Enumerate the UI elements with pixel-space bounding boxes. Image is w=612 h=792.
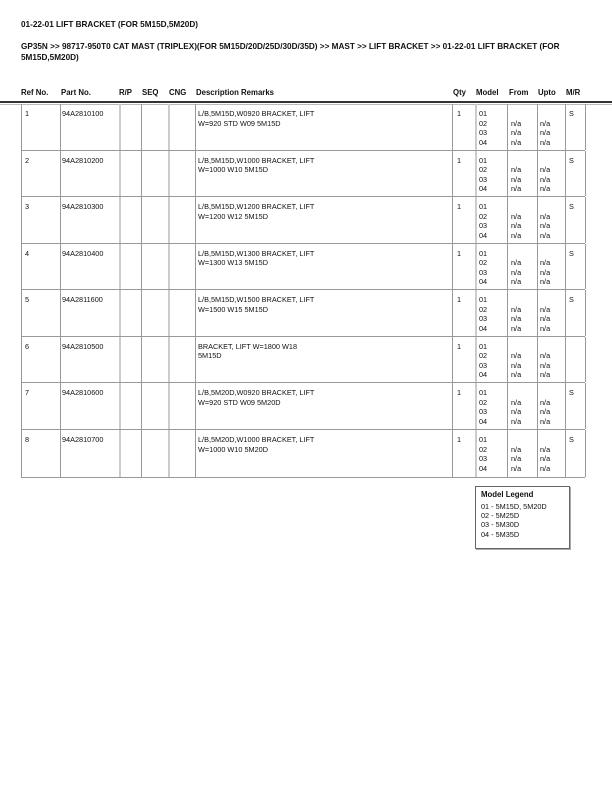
description — [198, 342, 297, 361]
part-no: 94A2810500 — [62, 341, 104, 351]
description — [198, 295, 314, 314]
model-list — [479, 295, 487, 333]
model-legend — [475, 486, 570, 549]
model-value: 02 — [479, 397, 488, 407]
upto-value: n/a — [540, 360, 551, 370]
legend-item: 04 - 5M35D — [481, 529, 520, 539]
from-value: n/a — [511, 165, 522, 175]
column-divider — [537, 337, 538, 383]
table-row — [21, 383, 585, 430]
table-row — [21, 104, 585, 151]
column-divider — [168, 337, 170, 383]
table-row — [21, 197, 585, 244]
model-value: 01 — [479, 202, 488, 211]
column-divider — [119, 290, 121, 336]
column-divider — [452, 337, 453, 383]
upto-list — [540, 342, 550, 380]
model-value: 03 — [479, 314, 488, 324]
model-list — [479, 435, 487, 473]
model-value: 01 — [479, 435, 488, 444]
from-value: n/a — [511, 314, 522, 324]
upto-value: n/a — [540, 323, 551, 333]
column-divider — [195, 430, 196, 477]
from-value: n/a — [511, 323, 522, 333]
legend-item: 02 - 5M25D — [481, 511, 520, 521]
model-value: 01 — [479, 341, 488, 351]
model-value: 01 — [479, 155, 488, 165]
column-divider — [21, 197, 22, 243]
from-value: n/a — [511, 128, 522, 138]
column-divider — [585, 383, 586, 429]
column-divider — [565, 104, 566, 150]
from-value: n/a — [511, 184, 522, 194]
column-divider — [565, 244, 566, 290]
upto-value — [540, 202, 550, 212]
column-divider — [452, 244, 453, 290]
column-divider — [507, 151, 508, 197]
description-line: L/B,5M15D,W1500 BRACKET, LIFT — [198, 295, 315, 304]
model-value: 04 — [479, 323, 488, 333]
model-value: 03 — [479, 221, 488, 231]
upto-list — [540, 295, 550, 333]
column-divider — [60, 104, 61, 150]
from-value: n/a — [511, 351, 522, 361]
column-divider — [60, 383, 61, 429]
column-divider — [475, 151, 477, 197]
from-list — [511, 342, 521, 380]
from-value: n/a — [511, 416, 522, 426]
upto-value: n/a — [540, 174, 551, 184]
upto-value: n/a — [540, 137, 551, 147]
description — [198, 435, 314, 454]
upto-list — [540, 388, 550, 426]
description-line: L/B,5M15D,W1300 BRACKET, LIFT — [198, 248, 315, 258]
column-divider — [21, 151, 22, 197]
description-line: L/B,5M15D,W1000 BRACKET, LIFT — [198, 155, 315, 165]
column-divider — [475, 244, 477, 290]
from-value: n/a — [511, 304, 522, 314]
column-divider — [141, 337, 142, 383]
model-list — [479, 156, 487, 194]
column-divider — [141, 383, 142, 429]
col-seq: SEQ — [142, 88, 159, 97]
column-divider — [537, 151, 538, 197]
upto-value — [540, 388, 550, 398]
qty: 1 — [457, 155, 462, 165]
ref-no: 1 — [25, 109, 30, 118]
col-rp: R/P — [119, 88, 132, 97]
column-divider — [21, 290, 22, 336]
column-divider — [475, 104, 477, 150]
from-value: n/a — [511, 267, 522, 277]
column-divider — [21, 337, 22, 383]
column-divider — [537, 244, 538, 290]
from-list — [511, 202, 521, 240]
part-no: 94A2810300 — [62, 202, 104, 211]
legend-title: Model Legend — [481, 490, 534, 499]
model-value: 04 — [479, 184, 488, 194]
mr-value: S — [569, 155, 574, 165]
description-line: W=1300 W13 5M15D — [198, 258, 268, 268]
model-value: 04 — [479, 416, 488, 426]
model-value: 02 — [479, 165, 488, 175]
column-divider — [21, 244, 22, 290]
model-value: 02 — [479, 304, 488, 314]
part-no: 94A2810400 — [62, 248, 104, 258]
column-divider — [585, 197, 586, 243]
upto-list — [540, 249, 550, 287]
column-divider — [585, 244, 586, 290]
description-line: W=1200 W12 5M15D — [198, 211, 268, 221]
column-divider — [141, 244, 142, 290]
model-value: 03 — [479, 454, 488, 464]
column-divider — [452, 290, 453, 336]
model-value: 02 — [479, 351, 488, 361]
model-list — [479, 202, 487, 240]
upto-value: n/a — [540, 221, 551, 231]
col-desc: Description Remarks — [196, 88, 274, 97]
description-line: L/B,5M15D,W0920 BRACKET, LIFT — [198, 109, 315, 118]
from-value: n/a — [511, 370, 522, 380]
column-divider — [475, 430, 477, 477]
legend-item: 03 - 5M30D — [481, 520, 520, 530]
upto-value: n/a — [540, 454, 551, 464]
model-value: 04 — [479, 230, 488, 240]
description — [198, 202, 314, 221]
part-no: 94A2810700 — [62, 435, 104, 444]
column-divider — [585, 104, 586, 150]
column-divider — [507, 383, 508, 429]
col-upto: Upto — [538, 88, 556, 97]
description — [198, 156, 314, 175]
upto-list — [540, 109, 550, 147]
column-divider — [168, 151, 170, 197]
col-cng: CNG — [169, 88, 187, 97]
column-divider — [195, 383, 196, 429]
model-list — [479, 342, 487, 380]
column-divider — [141, 430, 142, 477]
page-title: 01-22-01 LIFT BRACKET (FOR 5M15D,5M20D) — [21, 20, 198, 29]
part-no: 94A2810100 — [62, 109, 104, 118]
table-row — [21, 430, 585, 478]
column-divider — [585, 151, 586, 197]
column-divider — [21, 383, 22, 429]
description-line: W=1500 W15 5M15D — [198, 304, 268, 314]
col-model: Model — [476, 88, 499, 97]
column-divider — [507, 104, 508, 150]
model-value: 02 — [479, 258, 488, 268]
column-divider — [475, 197, 477, 243]
col-part: Part No. — [61, 88, 91, 97]
column-divider — [119, 104, 121, 150]
ref-no: 7 — [25, 388, 30, 397]
column-divider — [452, 151, 453, 197]
qty: 1 — [457, 341, 462, 351]
ref-no: 8 — [25, 435, 30, 444]
column-divider — [60, 430, 61, 477]
column-divider — [565, 383, 566, 429]
model-value: 03 — [479, 360, 488, 370]
from-value: n/a — [511, 454, 522, 464]
mr-value: S — [569, 248, 574, 258]
qty: 1 — [457, 295, 462, 304]
column-divider — [168, 104, 170, 150]
column-divider — [119, 197, 121, 243]
qty: 1 — [457, 109, 462, 118]
ref-no: 2 — [25, 155, 30, 165]
from-value: n/a — [511, 463, 522, 473]
upto-value: n/a — [540, 267, 551, 277]
from-value: n/a — [511, 174, 522, 184]
column-divider — [452, 383, 453, 429]
column-divider — [141, 197, 142, 243]
from-value: n/a — [511, 407, 522, 417]
column-divider — [537, 430, 538, 477]
col-mr: M/R — [566, 88, 581, 97]
table-row — [21, 290, 585, 337]
column-divider — [141, 104, 142, 150]
from-value — [511, 109, 521, 119]
upto-value: n/a — [540, 314, 551, 324]
column-divider — [452, 430, 453, 477]
column-divider — [537, 383, 538, 429]
model-value: 01 — [479, 295, 488, 304]
column-divider — [565, 430, 566, 477]
column-divider — [119, 383, 121, 429]
model-value: 03 — [479, 267, 488, 277]
upto-list — [540, 156, 550, 194]
upto-value: n/a — [540, 258, 551, 268]
column-divider — [507, 244, 508, 290]
upto-value: n/a — [540, 351, 551, 361]
upto-value: n/a — [540, 397, 551, 407]
ref-no: 6 — [25, 341, 30, 351]
model-value: 03 — [479, 407, 488, 417]
column-divider — [21, 430, 22, 477]
upto-value: n/a — [540, 165, 551, 175]
column-divider — [565, 290, 566, 336]
description-line: BRACKET, LIFT W=1800 W18 — [198, 341, 298, 351]
upto-value: n/a — [540, 416, 551, 426]
model-value: 04 — [479, 277, 488, 287]
upto-value: n/a — [540, 407, 551, 417]
part-no: 94A2810600 — [62, 388, 104, 397]
from-value: n/a — [511, 211, 522, 221]
description-line: W=1000 W10 5M15D — [198, 165, 268, 175]
from-value — [511, 342, 521, 352]
mr-value: S — [569, 435, 574, 444]
from-value: n/a — [511, 137, 522, 147]
column-divider — [60, 197, 61, 243]
column-divider — [119, 337, 121, 383]
description-line: L/B,5M20D,W0920 BRACKET, LIFT — [198, 388, 315, 397]
mr-value: S — [569, 109, 574, 118]
column-divider — [195, 337, 196, 383]
upto-list — [540, 435, 550, 473]
from-value: n/a — [511, 277, 522, 287]
from-value: n/a — [511, 118, 522, 128]
from-value — [511, 295, 521, 305]
from-value: n/a — [511, 258, 522, 268]
from-list — [511, 109, 521, 147]
column-divider — [195, 151, 196, 197]
model-list — [479, 109, 487, 147]
description-line: L/B,5M15D,W1200 BRACKET, LIFT — [198, 202, 315, 211]
from-list — [511, 388, 521, 426]
column-divider — [537, 290, 538, 336]
upto-value: n/a — [540, 444, 551, 454]
from-value: n/a — [511, 221, 522, 231]
description — [198, 109, 314, 128]
upto-value: n/a — [540, 304, 551, 314]
column-divider — [60, 151, 61, 197]
column-divider — [168, 244, 170, 290]
column-divider — [60, 290, 61, 336]
breadcrumb: GP35N >> 98717-950T0 CAT MAST (TRIPLEX)(FOR 5M15D/20D/25D/30D/35D) >> MAST >> LIFT BRACKET >> 01-22-01 LIFT BRACKET (FOR 5M15D,5M20D) — [21, 42, 560, 62]
upto-value: n/a — [540, 277, 551, 287]
mr-value: S — [569, 202, 574, 211]
upto-list — [540, 202, 550, 240]
col-qty: Qty — [453, 88, 466, 97]
column-divider — [195, 290, 196, 336]
column-divider — [507, 337, 508, 383]
from-value — [511, 156, 521, 166]
upto-value: n/a — [540, 128, 551, 138]
upto-value: n/a — [540, 211, 551, 221]
from-value — [511, 435, 521, 445]
col-from: From — [509, 88, 529, 97]
header-divider — [0, 101, 612, 103]
mr-value: S — [569, 295, 574, 304]
upto-value: n/a — [540, 463, 551, 473]
qty: 1 — [457, 435, 462, 444]
qty: 1 — [457, 388, 462, 397]
model-value: 02 — [479, 118, 488, 128]
column-divider — [585, 430, 586, 477]
upto-value: n/a — [540, 184, 551, 194]
column-divider — [475, 383, 477, 429]
qty: 1 — [457, 202, 462, 211]
table-row — [21, 337, 585, 384]
from-list — [511, 249, 521, 287]
model-value: 03 — [479, 128, 488, 138]
column-divider — [585, 337, 586, 383]
column-divider — [475, 290, 477, 336]
upto-value: n/a — [540, 370, 551, 380]
column-divider — [507, 430, 508, 477]
legend-item: 01 - 5M15D, 5M20D — [481, 502, 547, 511]
from-value — [511, 202, 521, 212]
description-line: W=1000 W10 5M20D — [198, 444, 268, 454]
model-value: 01 — [479, 388, 488, 397]
model-list — [479, 388, 487, 426]
upto-value — [540, 156, 550, 166]
column-divider — [195, 197, 196, 243]
from-value: n/a — [511, 397, 522, 407]
column-divider — [60, 337, 61, 383]
from-value: n/a — [511, 360, 522, 370]
description — [198, 249, 314, 268]
model-value: 01 — [479, 248, 488, 258]
part-no: 94A2811600 — [62, 295, 103, 304]
model-list — [479, 249, 487, 287]
column-divider — [537, 197, 538, 243]
from-list — [511, 156, 521, 194]
from-value: n/a — [511, 444, 522, 454]
column-divider — [21, 104, 22, 150]
column-divider — [141, 290, 142, 336]
description-line: 5M15D — [198, 351, 222, 361]
upto-value: n/a — [540, 118, 551, 128]
model-value: 04 — [479, 370, 488, 380]
column-divider — [452, 197, 453, 243]
from-value: n/a — [511, 230, 522, 240]
upto-value — [540, 109, 550, 119]
upto-value — [540, 249, 550, 259]
column-divider — [141, 151, 142, 197]
column-divider — [565, 151, 566, 197]
description-line: L/B,5M20D,W1000 BRACKET, LIFT — [198, 435, 315, 444]
column-divider — [585, 290, 586, 336]
description — [198, 388, 314, 407]
upto-value — [540, 435, 550, 445]
model-value: 01 — [479, 109, 488, 118]
description-line: W=920 STD W09 5M20D — [198, 397, 281, 407]
col-ref: Ref No. — [21, 88, 49, 97]
column-divider — [195, 244, 196, 290]
column-divider — [565, 337, 566, 383]
mr-value: S — [569, 388, 574, 397]
model-value: 02 — [479, 444, 488, 454]
column-divider — [565, 197, 566, 243]
model-value: 02 — [479, 211, 488, 221]
column-divider — [452, 104, 453, 150]
column-divider — [168, 430, 170, 477]
column-divider — [475, 337, 477, 383]
column-divider — [537, 104, 538, 150]
column-divider — [507, 197, 508, 243]
column-divider — [119, 151, 121, 197]
from-value — [511, 388, 521, 398]
model-value: 03 — [479, 174, 488, 184]
upto-value: n/a — [540, 230, 551, 240]
part-no: 94A2810200 — [62, 155, 104, 165]
ref-no: 4 — [25, 248, 30, 258]
column-divider — [60, 244, 61, 290]
from-list — [511, 295, 521, 333]
description-line: W=920 STD W09 5M15D — [198, 118, 281, 128]
qty: 1 — [457, 248, 462, 258]
upto-value — [540, 342, 550, 352]
from-list — [511, 435, 521, 473]
column-divider — [119, 430, 121, 477]
ref-no: 3 — [25, 202, 30, 211]
column-divider — [168, 290, 170, 336]
column-divider — [168, 197, 170, 243]
model-value: 04 — [479, 463, 488, 473]
model-value: 04 — [479, 137, 488, 147]
ref-no: 5 — [25, 295, 30, 304]
upto-value — [540, 295, 550, 305]
column-divider — [119, 244, 121, 290]
table-row — [21, 151, 585, 198]
column-divider — [507, 290, 508, 336]
table-row — [21, 244, 585, 291]
from-value — [511, 249, 521, 259]
column-divider — [168, 383, 170, 429]
column-divider — [195, 104, 196, 150]
